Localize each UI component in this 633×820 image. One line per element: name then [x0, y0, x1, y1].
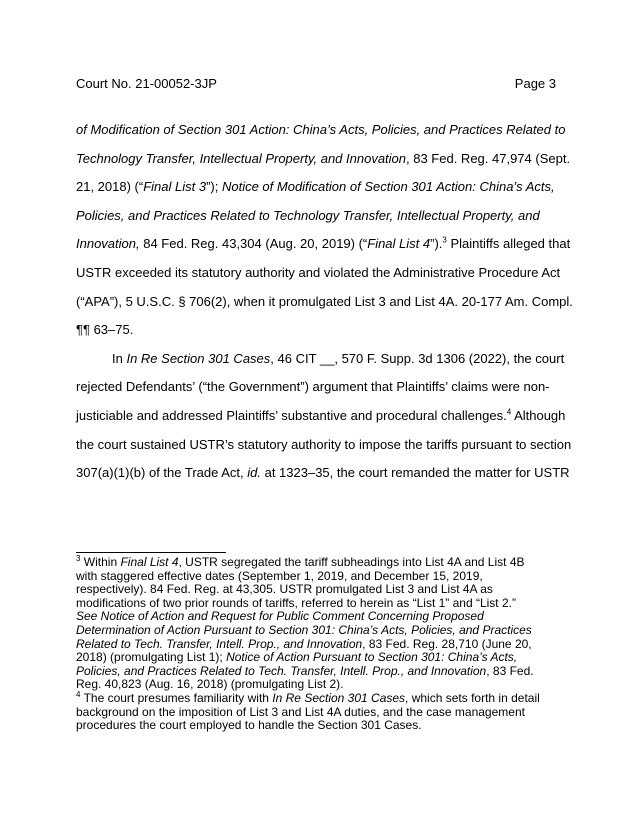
- footnote-line: modifications of two prior rounds of tariffs, referred to herein as “List 1” and “List 2.”: [76, 595, 516, 610]
- footnote-line: 2018) (promulgating List 1); Notice of Action Pursuant to Section 301: China’s Acts,: [76, 650, 518, 665]
- footnote-ref-3[interactable]: 3: [442, 236, 447, 246]
- body-line: ¶¶ 63–75.: [76, 322, 134, 338]
- footnote-line: Reg. 40,823 (Aug. 16, 2018) (promulgating List 2).: [76, 677, 344, 692]
- footnote-ref-4[interactable]: 4: [506, 407, 512, 417]
- body-line: Innovation, 84 Fed. Reg. 43,304 (Aug. 20, 2019) (“Final List 4”).$^3$ Plaintiffs alleged that: [76, 236, 571, 252]
- footnote-line: Policies, and Practices Related to Tech. Transfer, Intell. Prop., and Innovation, 83 Fed.: [76, 663, 534, 678]
- body-line: (“APA”), 5 U.S.C. § 706(2), when it promulgated List 3 and List 4A. 20-177 Am. Compl.: [76, 293, 573, 309]
- body-text: [76, 116, 573, 488]
- footnote-line: $^4$ The court presumes familiarity with In Re Section 301 Cases, which sets forth in detail: [76, 689, 540, 705]
- body-line: USTR exceeded its statutory authority and violated the Administrative Procedure Act: [76, 264, 561, 280]
- body-line: 307(a)(1)(b) of the Trade Act, id. at 1323–35, the court remanded the matter for USTR: [76, 465, 570, 481]
- footnote-line: $^3$ Within Final List 4, USTR segregated the tariff subheadings into List 4A and List 4B: [76, 554, 525, 569]
- footnote-line: background on the imposition of List 3 and List 4A duties, and the case management: [76, 704, 525, 719]
- body-line: Policies, and Practices Related to Technology Transfer, Intellectual Property, and: [76, 207, 540, 223]
- footnote-divider: [76, 552, 226, 553]
- body-line: rejected Defendants’ (“the Government”) argument that Plaintiffs’ claims were non-: [76, 379, 550, 395]
- footnote-line: See Notice of Action and Request for Public Comment Concerning Proposed: [76, 609, 484, 624]
- body-line: In In Re Section 301 Cases, 46 CIT __, 570 F. Supp. 3d 1306 (2022), the court: [112, 350, 565, 366]
- body-line: [76, 116, 566, 145]
- footnote-number-4: 4: [76, 689, 81, 699]
- page-header: [76, 76, 556, 92]
- citation-title: Technology Transfer, Intellectual Property, and Innovation: [76, 150, 407, 166]
- body-line: 21, 2018) (“Final List 3”); Notice of Modification of Section 301 Action: China’s Acts,: [76, 179, 555, 195]
- body-line: the court sustained USTR’s statutory authority to impose the tariffs pursuant to section: [76, 436, 572, 452]
- citation-title: of Modification of Section 301 Action: China’s Acts, Policies, and Practices Related to: [76, 122, 566, 137]
- footnote-line: Related to Tech. Transfer, Intell. Prop., and Innovation, 83 Fed. Reg. 28,710 (June 20,: [76, 636, 532, 651]
- body-line: Technology Transfer, Intellectual Property, and Innovation, 83 Fed. Reg. 47,974 (Sept.: [76, 150, 571, 166]
- footnote-line: respectively). 84 Fed. Reg. at 43,305. USTR promulgated List 3 and List 4A as: [76, 582, 493, 597]
- footnote-number-3: 3: [76, 554, 81, 563]
- body-line: justiciable and addressed Plaintiffs’ substantive and procedural challenges.$^4$ Although: [76, 407, 566, 423]
- case-number: Court No. 21-00052-3JP: [76, 76, 217, 91]
- footnote-line: with staggered effective dates (September 1, 2019, and December 15, 2019,: [76, 568, 483, 583]
- page-number: Page 3: [514, 76, 556, 91]
- footnotes: [76, 556, 566, 733]
- footnote-line: procedures the court employed to handle the Section 301 Cases.: [76, 718, 422, 733]
- footnote-line: Determination of Action Pursuant to Section 301: China’s Acts, Policies, and Practices: [76, 622, 532, 637]
